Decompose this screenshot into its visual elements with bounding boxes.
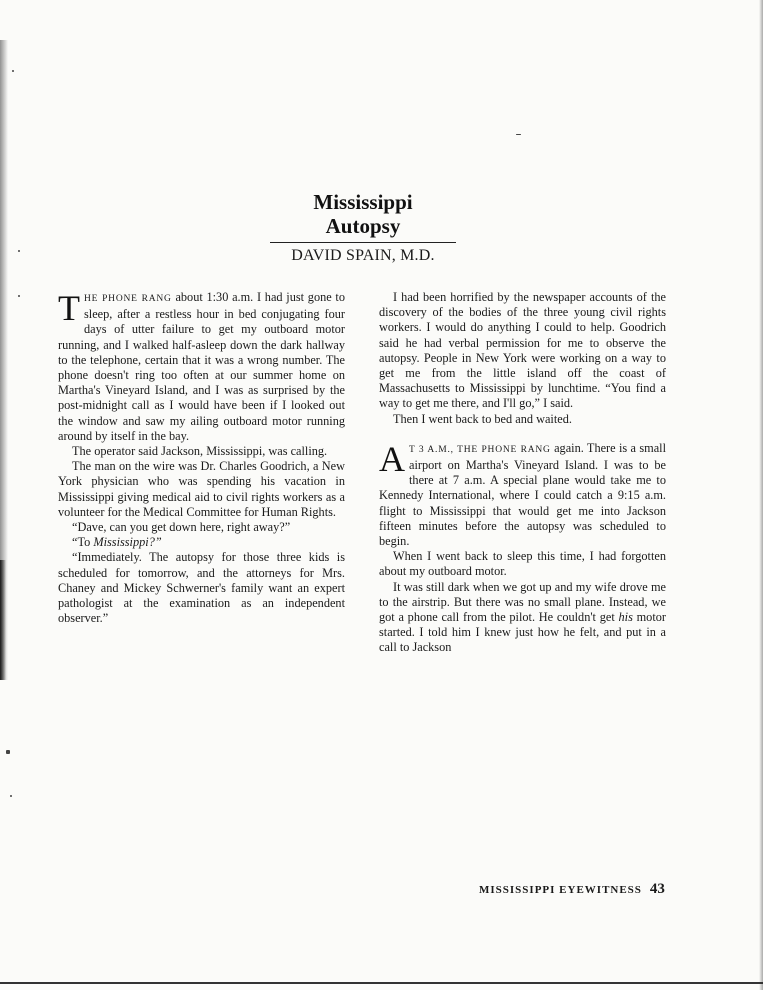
- scan-edge-right: [759, 0, 763, 990]
- paragraph-text: about 1:30 a.m. I had just gone to sleep, after a restless hour in bed conjugating four days of utter failure to get my outboard motor running, and I walked half-asleep down the dark hallway to the telephone, certain that it was a wrong number. The phone doesn't ring too often at our summer home on Martha's Vineyard Island, and I was as surprised by the post-midnight call as I would have been if I looked out the window and saw my ailing outboard motor running around by itself in the bay.: [58, 290, 345, 443]
- paragraph: [379, 438, 667, 549]
- article-column-right: [379, 290, 666, 656]
- paragraph-text: motor started. I told him I knew just how he felt, and put in a call to Jackson: [379, 610, 666, 655]
- page-footer: [479, 880, 665, 898]
- drop-cap: T: [58, 288, 80, 328]
- scan-edge-bottom: [0, 982, 763, 984]
- article-column-left: [58, 290, 345, 626]
- scan-speck: [12, 70, 14, 72]
- scan-edge-left-shadow: [0, 560, 6, 680]
- paragraph: “Immediately. The autopsy for those three kids is scheduled for tomorrow, and the attorneys for Mrs. Chaney and Mickey Schwerner's family want an expert pathologist at the examination as an independent observer.”: [58, 550, 345, 626]
- article-author: DAVID SPAIN, M.D.: [291, 247, 435, 264]
- paragraph: I had been horrified by the newspaper accounts of the discovery of the bodies of the three young civil rights workers. I would do anything I could to help. Goodrich said he had verbal permission for me to observe the autopsy. People in New York were working on a way to get me from the little island off the coast of Massachusetts to Mississippi by lunchtime. “You find a way to get me there, and I'll go,” I said.: [379, 290, 666, 411]
- scan-speck: [18, 250, 20, 252]
- italic-text: Mississippi?”: [93, 535, 162, 550]
- paragraph: [379, 580, 666, 656]
- running-title: MISSISSIPPI EYEWITNESS: [479, 884, 642, 896]
- paragraph: [58, 290, 345, 444]
- scan-speck: [18, 295, 20, 297]
- article-header: [270, 190, 456, 266]
- paragraph-text: again. There is a small airport on Martha's Vineyard Island. I was to be there at 7 a.m. A special plane would take me to Kennedy International, where I could catch a 9:15 a.m. flight to Mississippi that would get me into Jackson fifteen minutes before the autopsy was scheduled to begin.: [379, 440, 667, 549]
- italic-text: his: [618, 610, 633, 625]
- small-caps-lead: HE PHONE RANG: [84, 294, 172, 304]
- paragraph: The operator said Jackson, Mississippi, was calling.: [72, 444, 328, 459]
- section-break: [379, 427, 666, 441]
- paragraph: “Dave, can you get down here, right away?”: [72, 520, 291, 535]
- paragraph-text: It was still dark when we got up and my wife drove me to the airstrip. But there was no small plane. Instead, we got a phone call from the pilot. He couldn't get: [379, 579, 666, 625]
- page-number: 43: [649, 881, 665, 897]
- paragraph-text: “To: [72, 535, 94, 550]
- scan-speck: [6, 750, 10, 754]
- article-title-line-1: Mississippi: [313, 190, 413, 214]
- paragraph: The man on the wire was Dr. Charles Goodrich, a New York physician who was spending his vacation in Mississippi giving medical aid to civil rights workers as a volunteer for the Medical Committee for Human Rights.: [58, 459, 345, 519]
- title-rule: [270, 242, 456, 243]
- scan-speck: [10, 795, 12, 797]
- drop-cap: A: [379, 438, 405, 479]
- article-title-line-2: Autopsy: [325, 214, 401, 238]
- paragraph: Then I went back to bed and waited.: [393, 411, 572, 426]
- paragraph: When I went back to sleep this time, I had forgotten about my outboard motor.: [379, 549, 666, 579]
- paragraph: [58, 535, 345, 550]
- small-caps-lead: T 3 A.M., THE PHONE RANG: [409, 444, 551, 455]
- scan-speck: [516, 134, 521, 135]
